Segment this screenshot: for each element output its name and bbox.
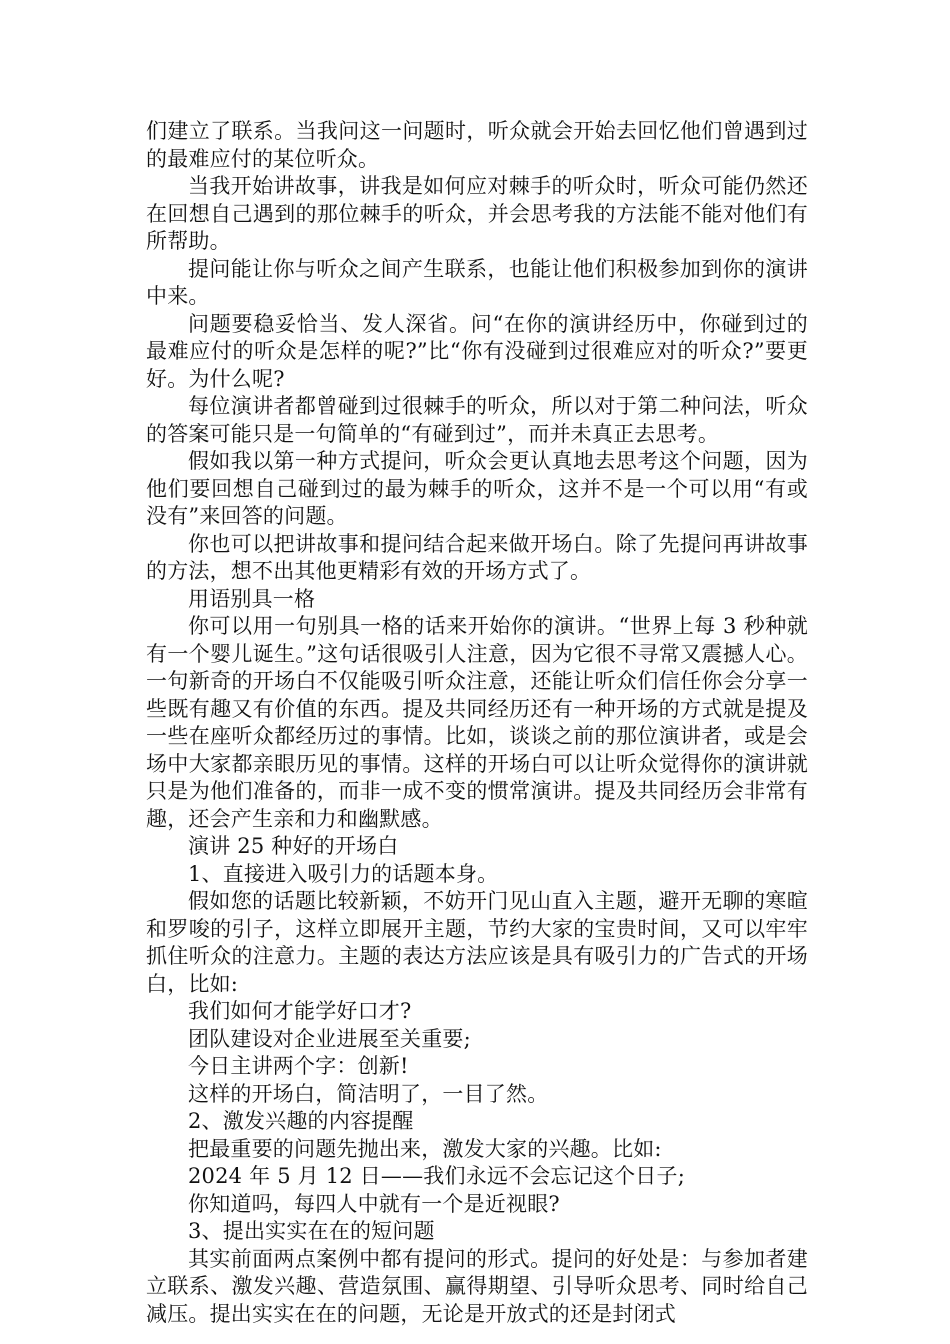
- list-item-heading: 2、激发兴趣的内容提醒: [188, 1109, 414, 1133]
- list-item-heading: 1、直接进入吸引力的话题本身。: [188, 861, 499, 886]
- paragraph: 你可以用一句别具一格的话来开始你的演讲。“世界上每 3 秒种就有一个婴儿诞生。”这句话很吸引人注意，因为它很不寻常又震撼人心。一句新奇的开场白不仅能吸引听众注意，还能让听众们信任你会分享一些既有趣又有价值的东西。提及共同经历还有一种开场的方式就是提及一些在座听众都经历过的事情。比如，谈谈之前的那位演讲者，或是会场中大家都亲眼历见的事情。这样的开场白可以让听众觉得你的演讲就只是为他们准备的，而非一成不变的惯常演讲。提及共同经历会非常有趣，还会产生亲和力和幽默感。: [146, 614, 808, 831]
- section-heading: 演讲 25 种好的开场白: [188, 834, 399, 858]
- example-line: 今日主讲两个字：创新!: [188, 1054, 409, 1078]
- list-item-heading: 3、提出实实在在的短问题: [188, 1219, 435, 1243]
- section-heading: 用语别具一格: [188, 586, 316, 611]
- paragraph: 问题要稳妥恰当、发人深省。问“在你的演讲经历中，你碰到过的最难应付的听众是怎样的呢?”比“你有没碰到过很难应对的听众?”要更好。为什么呢?: [146, 311, 808, 391]
- paragraph: 提问能让你与听众之间产生联系，也能让他们积极参加到你的演讲中来。: [146, 256, 808, 308]
- paragraph: 假如您的话题比较新颖，不妨开门见山直入主题，避开无聊的寒暄和罗唆的引子，这样立即展开主题，节约大家的宝贵时间，又可以牢牢抓住听众的注意力。主题的表达方法应该是具有吸引力的广告式的开场白，比如:: [146, 889, 808, 996]
- paragraph: 这样的开场白，简洁明了，一目了然。: [188, 1081, 549, 1106]
- example-line: 我们如何才能学好口才?: [188, 999, 412, 1023]
- paragraph: 假如我以第一种方式提问，听众会更认真地去思考这个问题，因为他们要回想自己碰到过的最为棘手的听众，这并不是一个可以用“有或没有”来回答的问题。: [146, 449, 808, 528]
- example-line: 团队建设对企业进展至关重要;: [188, 1026, 471, 1051]
- paragraph: 其实前面两点案例中都有提问的形式。提问的好处是：与参加者建立联系、激发兴趣、营造氛围、赢得期望、引导听众思考、同时给自己减压。提出实实在在的问题，无论是开放式的还是封闭式: [146, 1246, 808, 1326]
- paragraph: 每位演讲者都曾碰到过很棘手的听众，所以对于第二种问法，听众的答案可能只是一句简单的“有碰到过”，而并未真正去思考。: [146, 394, 808, 446]
- paragraph: 把最重要的问题先抛出来，激发大家的兴趣。比如:: [188, 1136, 662, 1161]
- example-line: 你知道吗，每四人中就有一个是近视眼?: [188, 1191, 560, 1216]
- document-page: [146, 118, 808, 1328]
- example-line: 2024 年 5 月 12 日——我们永远不会忘记这个日子;: [188, 1164, 685, 1188]
- paragraph: 当我开始讲故事，讲我是如何应对棘手的听众时，听众可能仍然还在回想自己遇到的那位棘手的听众，并会思考我的方法能不能对他们有所帮助。: [146, 174, 808, 253]
- paragraph-continuation: 们建立了联系。当我问这一问题时，听众就会开始去回忆他们曾遇到过的最难应付的某位听众。: [146, 119, 808, 171]
- paragraph: 你也可以把讲故事和提问结合起来做开场白。除了先提问再讲故事的方法，想不出其他更精彩有效的开场方式了。: [146, 531, 808, 583]
